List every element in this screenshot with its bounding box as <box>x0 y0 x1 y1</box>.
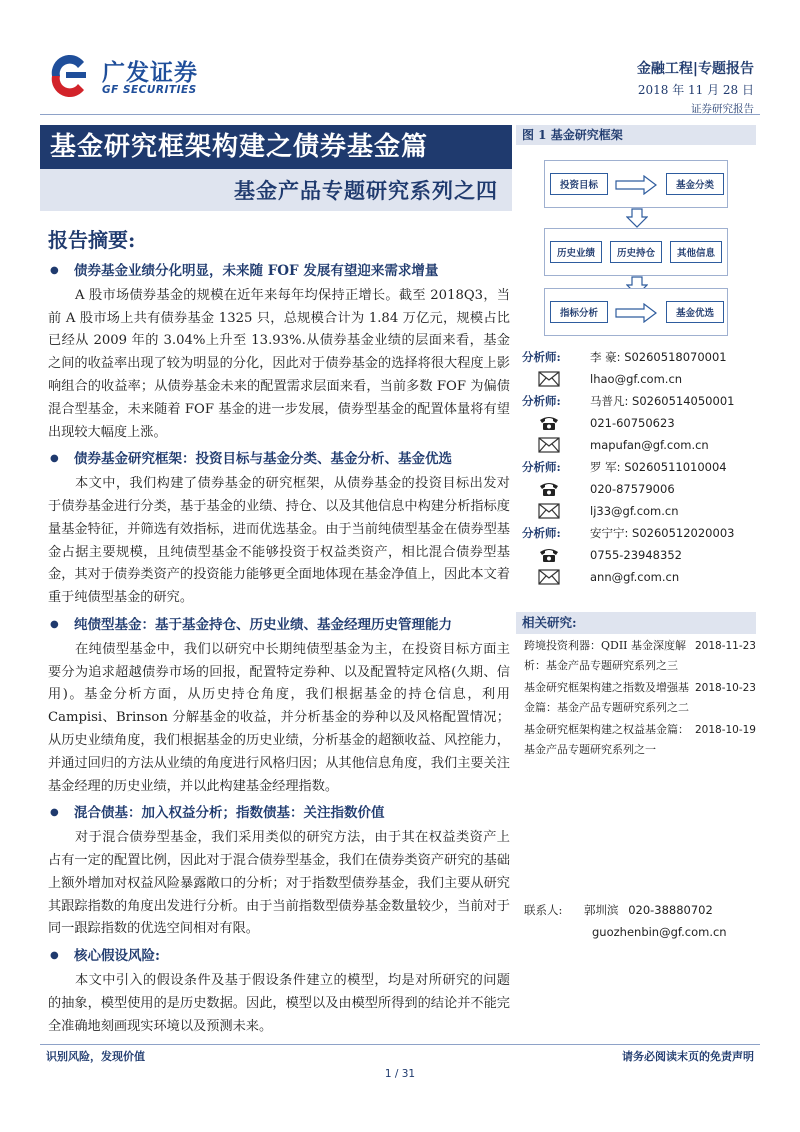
footer-slogan: 识别风险，发现价值 <box>46 1050 145 1063</box>
analyst-label: 分析师: <box>522 526 561 540</box>
diagram-node: 基金优选 <box>666 301 724 323</box>
analyst-email[interactable]: mapufan@gf.com.cn <box>590 438 709 452</box>
related-title[interactable]: 基金研究框架构建之指数及增强基金篇：基金产品专题研究系列之二 <box>524 681 689 714</box>
analyst-label: 分析师: <box>522 394 561 408</box>
summary-heading: 报告摘要: <box>48 228 136 252</box>
diagram-node: 投资目标 <box>550 173 608 195</box>
related-item[interactable] <box>524 636 756 676</box>
diagram-node: 基金分类 <box>666 173 724 195</box>
figure-title: 图 1 基金研究框架 <box>516 125 756 145</box>
section-heading: ● 债券基金业绩分化明显，未来随 FOF 发展有望迎来需求增量 <box>48 260 510 283</box>
title-block <box>40 125 512 211</box>
contact-row <box>524 899 756 921</box>
contact-block <box>524 899 756 943</box>
related-date: 2018-10-19 <box>694 724 756 736</box>
analyst-name-cert <box>590 456 727 478</box>
mail-icon <box>538 503 560 519</box>
contact-label: 联系人: <box>524 903 563 917</box>
mail-icon <box>538 371 560 387</box>
analyst-name-cert <box>590 346 727 368</box>
analyst-cert: S0260511010004 <box>624 460 727 474</box>
report-subheading: 证券研究报告 <box>691 103 754 115</box>
analyst-email[interactable]: ann@gf.com.cn <box>590 570 680 584</box>
gf-logo <box>46 52 226 104</box>
mail-icon <box>538 569 560 585</box>
diagram-node: 历史业绩 <box>550 241 602 263</box>
analyst-email-row <box>522 368 758 390</box>
phone-icon <box>538 547 560 563</box>
analyst-cert: S0260512020003 <box>632 526 735 540</box>
diagram-node: 历史持仓 <box>610 241 662 263</box>
section-paragraph: 本文中，我们构建了债券基金的研究框架，从债券基金的投资目标出发对于债券基金进行分类，基于基金的业绩、持仓、以及其他信息中构建分析指标度量基金特征，并筛选有效指标，进而优选基金。由于当前纯债型基金在债券型基金占据主要规模，且纯债型基金不能够投资于权益类资产，相比混合债券型基金，其对于债券类资产的投资能力能够更全面地体现在基金净值上，因此本文着重于纯债型基金的研究。 <box>48 476 510 606</box>
analyst-phone-row <box>522 478 758 500</box>
related-item[interactable] <box>524 720 756 760</box>
analyst-email-row <box>522 500 758 522</box>
section-heading: ● 核心假设风险: <box>48 945 510 968</box>
analyst-phone: 021-60750623 <box>590 416 675 430</box>
related-title[interactable]: 基金研究框架构建之权益基金篇：基金产品专题研究系列之一 <box>524 723 689 756</box>
phone-icon <box>538 415 560 431</box>
analyst-cert: S0260514050001 <box>632 394 735 408</box>
related-date: 2018-10-23 <box>694 682 756 694</box>
contact-email[interactable]: guozhenbin@gf.com.cn <box>592 925 727 939</box>
section-paragraph: 本文中引入的假设条件及基于假设条件建立的模型，均是对所研究的问题的抽象，模型使用的是历史数据。因此，模型以及由模型所得到的结论并不能完全准确地刻画现实环境以及预测未来。 <box>48 972 510 1034</box>
analyst-phone: 020-87579006 <box>590 482 675 496</box>
analyst-name: 罗 军: <box>590 460 621 474</box>
arrow-down-icon <box>626 208 648 228</box>
analyst-name: 马普凡: <box>590 394 629 408</box>
analyst-phone-row <box>522 544 758 566</box>
main-title: 基金研究框架构建之债券基金篇 <box>40 125 512 169</box>
contact-phone: 020-38880702 <box>628 903 713 917</box>
mail-icon <box>538 437 560 453</box>
analyst-row <box>522 390 758 412</box>
related-item[interactable] <box>524 678 756 718</box>
related-title[interactable]: 跨境投资利器：QDII 基金深度解析：基金产品专题研究系列之三 <box>524 639 687 672</box>
logo-chinese-text: 广发证券 <box>102 60 198 86</box>
framework-diagram <box>516 148 756 338</box>
analyst-label: 分析师: <box>522 350 561 364</box>
analyst-name-cert <box>590 390 734 412</box>
analyst-label: 分析师: <box>522 460 561 474</box>
page-number: 1 / 31 <box>384 1068 416 1080</box>
gf-logo-icon <box>46 52 94 100</box>
analyst-name: 李 豪: <box>590 350 621 364</box>
analyst-name-cert <box>590 522 734 544</box>
analyst-list <box>522 346 758 588</box>
analyst-phone-row <box>522 412 758 434</box>
analyst-row <box>522 456 758 478</box>
analyst-row <box>522 346 758 368</box>
related-date: 2018-11-23 <box>694 640 756 652</box>
section-paragraph: 在纯债型基金中，我们以研究中长期纯债型基金为主，在投资目标方面主要分为追求超越债券市场的回报，配置特定券种、以及配置特定风格(久期、信用)。基金分析方面，从历史持仓角度，我们根据基金的持仓信息，利用 Campisi、Brinson 分解基金的收益，并分析基金的券种以及风格配置情况；从历史业绩角度，我们根据基金的历史业绩，分析基金的超额收益、风控能力，并通过回归的方法从业绩的角度进行风格归因；从其他信息角度，我们主要关注基金经理的历史业绩，并以此构建基金经理指数。 <box>48 641 510 794</box>
analyst-cert: S0260518070001 <box>624 350 727 364</box>
analyst-email[interactable]: lhao@gf.com.cn <box>590 372 683 386</box>
header-divider <box>40 114 760 115</box>
section-paragraph: 对于混合债券型基金，我们采用类似的研究方法，由于其在权益类资产上占有一定的配置比例，因此对于混合债券型基金，我们在债券类资产研究的基础上额外增加对权益风险暴露敞口的分析；对于指数型债券基金，我们主要从研究其跟踪指数的角度出发进行分析。由于当前指数型债券基金数量较少，当前对于同一跟踪指数的优选空间相对有限。 <box>48 830 510 937</box>
section-heading: ● 纯债型基金：基于基金持仓、历史业绩、基金经理历史管理能力 <box>48 614 510 637</box>
section-paragraph: A 股市场债券基金的规模在近年来每年均保持正增长。截至 2018Q3，当前 A 股市场上共有债券基金 1325 只，总规模合计为 1.84 万亿元，规模占比已经从 2009 年的 3.04%上升至 13.93%.从债券基金业绩的层面来看，基金之间的收益率出现了较为明显的分化，因此对于债券基金的选择将很大程度上影响组合的收益率；从债券基金未来的配置需求层面来看，当前多数 FOF 为偏债混合型基金，未来随着 FOF 基金的进一步发展，债券型基金的配置体量将有望出现较大幅度上涨。 <box>48 287 510 440</box>
summary-body <box>48 256 510 1038</box>
diagram-node: 其他信息 <box>670 241 722 263</box>
contact-name: 郭圳滨 <box>584 903 619 917</box>
related-research-heading: 相关研究: <box>516 612 756 634</box>
report-date: 2018 年 11 月 28 日 <box>637 83 754 97</box>
phone-icon <box>538 481 560 497</box>
diagram-node: 指标分析 <box>550 301 608 323</box>
related-research-list <box>524 636 756 762</box>
logo-english-text: GF SECURITIES <box>102 84 197 96</box>
analyst-name: 安宁宁: <box>590 526 629 540</box>
sub-title: 基金产品专题研究系列之四 <box>234 178 498 203</box>
analyst-email-row <box>522 566 758 588</box>
analyst-row <box>522 522 758 544</box>
analyst-email[interactable]: lj33@gf.com.cn <box>590 504 679 518</box>
section-heading: ● 混合债基：加入权益分析；指数债基：关注指数价值 <box>48 802 510 825</box>
footer-disclaimer-note: 请务必阅读末页的免责声明 <box>622 1050 754 1063</box>
report-type: 金融工程|专题报告 <box>636 61 754 77</box>
header-info <box>637 58 754 116</box>
section-heading: ● 债券基金研究框架：投资目标与基金分类、基金分析、基金优选 <box>48 448 510 471</box>
arrow-right-icon <box>614 175 658 195</box>
analyst-phone: 0755-23948352 <box>590 548 682 562</box>
analyst-email-row <box>522 434 758 456</box>
footer-divider <box>40 1044 760 1045</box>
arrow-right-icon <box>614 303 658 323</box>
